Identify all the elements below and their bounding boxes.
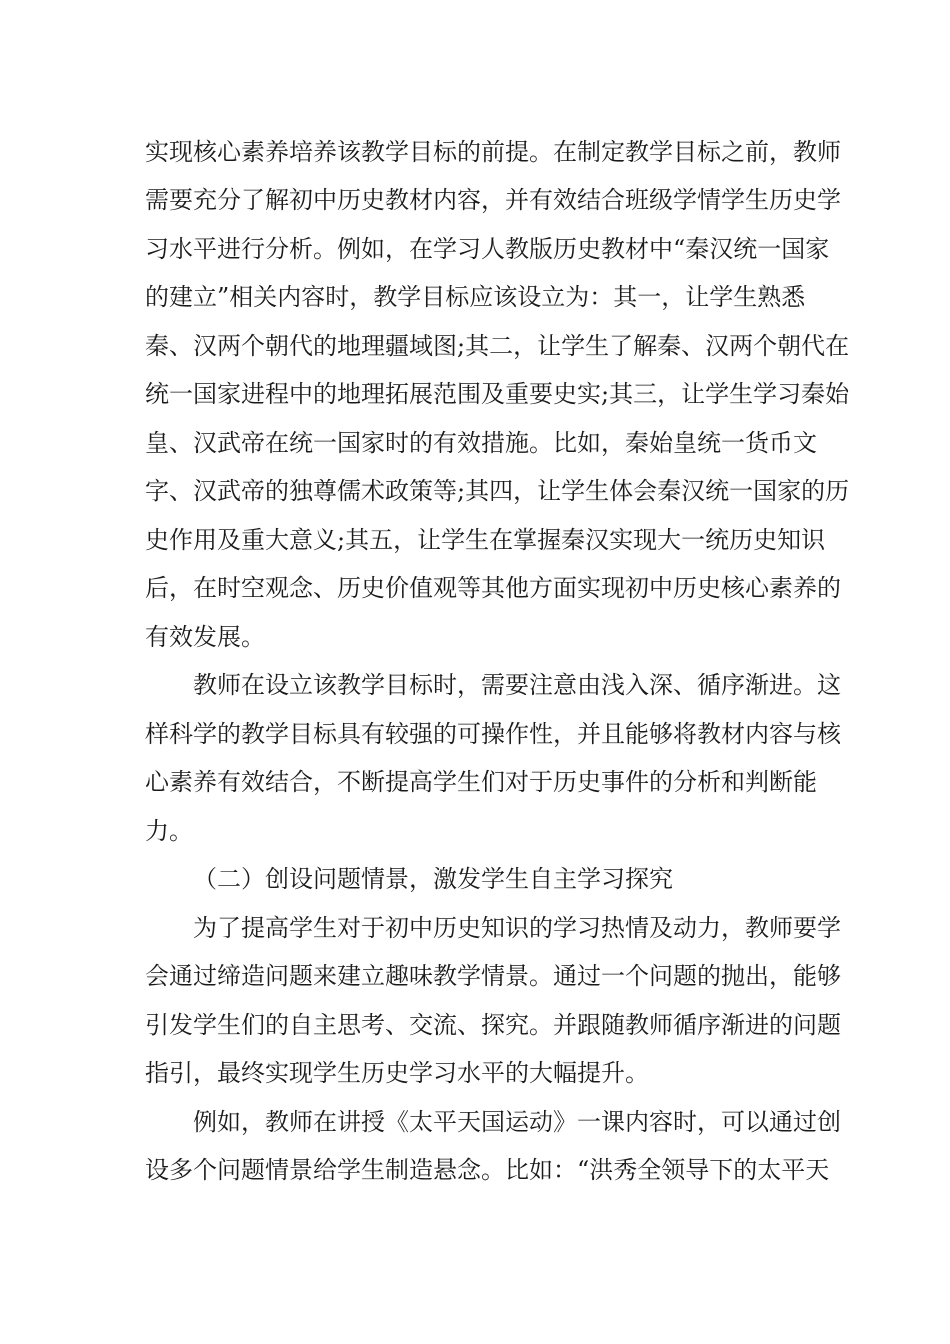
body-line-1: 实现核心素养培养该教学目标的前提。在制定教学目标之前，教师	[145, 138, 841, 166]
paragraph-4-line-1: 例如，教师在讲授《太平天国运动》一课内容时，可以通过创	[193, 1108, 841, 1136]
paragraph-2-line-3: 心素养有效结合，不断提高学生们对于历史事件的分析和判断能	[145, 768, 817, 796]
paragraph-3-line-2: 会通过缔造问题来建立趣味教学情景。通过一个问题的抛出，能够	[145, 962, 841, 990]
paragraph-2-line-1: 教师在设立该教学目标时，需要注意由浅入深、循序渐进。这	[193, 671, 841, 699]
body-line-9: 史作用及重大意义;其五，让学生在掌握秦汉实现大一统历史知识	[145, 526, 826, 554]
paragraph-4-line-2: 设多个问题情景给学生制造悬念。比如：“洪秀全领导下的太平天	[145, 1156, 830, 1184]
body-line-3: 习水平进行分析。例如，在学习人教版历史教材中“秦汉统一国家	[145, 235, 830, 263]
body-line-4: 的建立”相关内容时，教学目标应该设立为：其一，让学生熟悉	[145, 283, 806, 311]
paragraph-3-line-4: 指引，最终实现学生历史学习水平的大幅提升。	[145, 1059, 649, 1087]
body-line-5: 秦、汉两个朝代的地理疆域图;其二，让学生了解秦、汉两个朝代在	[145, 332, 850, 360]
paragraph-2-line-2: 样科学的教学目标具有较强的可操作性，并且能够将教材内容与核	[145, 720, 841, 748]
body-line-11: 有效发展。	[145, 623, 265, 651]
section-heading: （二）创设问题情景，激发学生自主学习探究	[193, 865, 673, 893]
body-line-2: 需要充分了解初中历史教材内容，并有效结合班级学情学生历史学	[145, 186, 841, 214]
paragraph-2-line-4: 力。	[145, 817, 193, 845]
paragraph-3-line-3: 引发学生们的自主思考、交流、探究。并跟随教师循序渐进的问题	[145, 1011, 841, 1039]
body-line-8: 字、汉武帝的独尊儒术政策等;其四，让学生体会秦汉统一国家的历	[145, 477, 850, 505]
body-line-6: 统一国家进程中的地理拓展范围及重要史实;其三，让学生学习秦始	[145, 380, 850, 408]
body-line-7: 皇、汉武帝在统一国家时的有效措施。比如，秦始皇统一货币文	[145, 429, 817, 457]
paragraph-3-line-1: 为了提高学生对于初中历史知识的学习热情及动力，教师要学	[193, 914, 841, 942]
body-line-10: 后，在时空观念、历史价值观等其他方面实现初中历史核心素养的	[145, 574, 841, 602]
